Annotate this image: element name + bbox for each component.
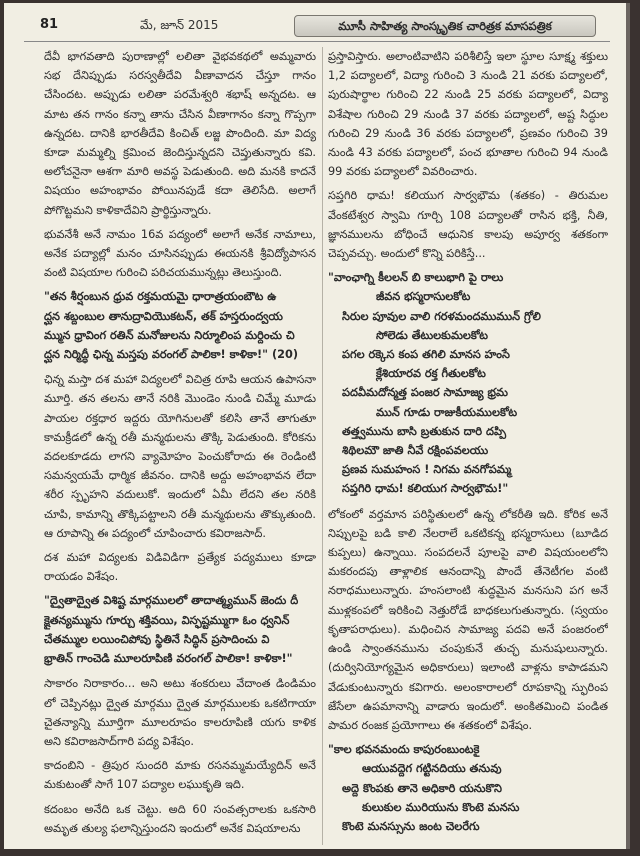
poem-line: శిథిలమౌ జాతి నీవే రక్షింపవలయు [342, 444, 489, 458]
poem-line: ప్రణవ సుమహంస ! నిగమ వనగోపమ్మ [342, 463, 512, 477]
header-rule [24, 41, 610, 42]
poem-quote [44, 591, 316, 668]
poem-line: మ్మున ధ్రావింగ రతిన్ మనోజులను నిర్మూలింప మర్దించు చి [44, 328, 295, 342]
page-number: 81 [40, 17, 59, 32]
paragraph: లోకంలో వర్తమాన పరిస్థితులలో ఉన్న లోకరీతి ఇది. కోరిక అనే నిప్పులపై బడి కాలి నేలరాలే ఒకటికన్న భస్మరాసులు (బూడిద కుప్పలు) ఉన్నాయి. సంపదలనే పూలపై వాలి విషయంలలోని మకరందపు తాళ్లాలిక ఆనందాన్ని పొందే తేనెటీగల వంటి నరాధములున్నారు. హంసలాంటి శుద్ధమైన మనసుని పగ అనే ముళ్లకంపలో ఇరికించి నెత్తురోడే బాధకలుగుతున్నారు. (స్వయం కృతాపరాధులు). మధించిన సామాజ్య పదవి అనే పంజరంలో ఉండి స్వాంతనమును చంపుకునే తుచ్ఛ మనుషులున్నారు. (దుర్వినియోగ్యమైన అధికారులు) ఇలాంటి వాళ్లను కాపాడమని వేడుకుంటున్నారు కవిగారు. అలంకారాలలో రూపకాన్ని స్ఫురింప జేసేలా ఉపమానాన్ని వాడారు ఇందులో. అంకితమించి పండిత పామర రంజక ప్రయోగాలు ఈ శతకంలో విశేషం. [328, 507, 608, 732]
poem-line: "తన శీర్షంబున ధ్రువ రక్తమయమై ధారాత్రయంబౌట ఉ [44, 290, 277, 304]
poem-line: కులుకుల మురియును కొంటె మనసు [362, 800, 520, 814]
poem-line: అద్దె కొంపకు తానె అధికారి యనుకొని [342, 781, 502, 795]
paragraph: సాకారం నిరాకారం... అని అటు శంకరులు వేదాంత డిండిమం లో చెప్పినట్లు ద్వైత మార్గము ద్వైత మార్గములకు ఒకటిగాయా చైతన్యాన్ని మూర్తిగా మూలరూపం కాలరూపిణి యగు కాళిక అని కవిరాజసాద్‌గారి పద్య విశేషం. [44, 677, 316, 748]
poem-line: మున్ గూడు రాజుకీయములకోట [376, 405, 518, 419]
verse-number: (20) [271, 348, 299, 362]
poem-line: భ్రాతిన్ గాంచెడి మూలరూపిణి వరంగల్ పాలికా! కాళికా!" [44, 652, 293, 666]
issue-date: మే, జూన్ 2015 [140, 18, 219, 32]
poem-line: "ద్వైతాద్వైత విశిష్ట మార్గములలో తాదాత్మ్యమున్ జెందు దీ [44, 594, 299, 608]
poem-line: కొంటె మనస్సును జంట చెలరేగు [342, 819, 480, 833]
poem-line: క్షైతన్యమ్మును గూర్చు శక్తివయి, విస్ఫష్టమ్ముగా ఓం ధ్వనిన్ [44, 613, 290, 627]
poem-verse [328, 268, 608, 498]
paragraph: భువనేశీ అనే నామం 16వ పద్యంలో అలాగే అనేక నామాలు, అనేక పద్యాల్లో మనం చూసినప్పుడు ఈయనకి శ్రీవిద్యోపాసన వంటి విషయాల గురించి పరిచయమున్నట్లు తెలుస్తుంది. [44, 227, 316, 280]
poem-line: సప్తగిరి ధామ! కలియుగ సార్వభౌమ!" [342, 482, 509, 496]
poem-line: "కాల భవనమందు కాపురంబుంటకై [328, 743, 480, 757]
poem-line: జీవన భస్మరాసులకోట [376, 290, 471, 304]
poem-line: ద్ఘన నిర్మిద్ధీ ఛిన్న మస్తపు వరంగల్ పాలికా! కాళికా!" (20) [44, 348, 299, 362]
poem-line: "వాంఛాగ్ని కీలలన్ బి కాలుభాగి పై రాలు [328, 271, 504, 285]
poem-verse [328, 740, 608, 836]
poem-line: పగల రక్కెస కంప తగిలి మానస హంసే [342, 348, 510, 362]
paragraph: ఛిన్న మస్తా దశ మహా విద్యలలో విచిత్ర రూపి ఆయన ఉపాసనా మూర్తి. తన తలను తానే నరికి మొండెం నుండి చిమ్మే మూడు పాయల రక్తధార ఇద్దరు యోగినులతో కలిసి తానే తాగుతూ కామక్రీడలో ఉన్న రతీ మన్మథులను తొక్కి పెడుతుంది. కోరికను వదలకూడదు లాగని వ్యామోహం పెంచుకోరాదు ఈ రెండింటి సమన్వయమే ధార్మిక జీవనం. దానికి అద్దు అహంభావన లేదా శరీర స్పృహని వదులుకో. ఇందులో ఏమీ లేదని తల నరికి చూపి, కామాన్ని తొక్కిపట్టాలని రతీ మన్మథులను తొక్కుతుంది. ఆ రూపాన్ని ఈ పద్యంలో చూపించారు కవిరాజసాద్. [44, 373, 316, 540]
paragraph: దశ మహా విద్యలకు విడివిడిగా ప్రత్యేక పద్యములు కూడా రాయడం విశేషం. [44, 551, 316, 584]
poem-quote [44, 287, 316, 364]
left-column [44, 47, 316, 845]
poem-line: తత్త్వమును బాసి బ్రతుకున దారి దప్పి [342, 424, 507, 438]
poem-line: పదవీమదోన్మత్త పంజర సామాజ్య భ్రమ [342, 386, 508, 400]
paragraph: సప్తగిరి ధామ! కలియుగ సార్వభౌమ (శతకం) - తిరుమల వేంకటేశ్వర స్వామి గూర్చి 108 పద్యాలతో రాసిన భక్తి, నీతి, జ్ఞానములను బోధించే ఆధునిక కాలపు అపూర్వ శతకంగా చెప్పవచ్చు. అందులో కొన్ని పరికిస్తే... [328, 189, 608, 261]
poem-line: క్లేశియారవ రక్త గీతులకోట [376, 367, 486, 381]
magazine-title-banner: మూసీ సాహిత్య సాంస్కృతిక చారిత్రక మాసపత్రిక [294, 15, 596, 37]
poem-line: సోలెడు తేటులకుమలకోట [376, 328, 488, 342]
page-header [18, 15, 610, 41]
paragraph: కదంబం అనేది ఒక చెట్టు. అది 60 సంవత్సరాలకు ఒకసారి అమృత తుల్య ఫలాన్నిస్తుందని ఇందులో అనేక విషయాలను [44, 802, 316, 835]
paragraph: కాదంబిని - త్రిపుర సుందరి మాకు రసనమ్మమయ్యేదిన్ అనే మకుటంతో సాగే 107 పద్యాల లఘుకృతి ఇది. [44, 759, 316, 792]
right-column [328, 47, 608, 845]
paragraph: ప్రస్తావిస్తారు. అలాంటివాటిని పరిశీలిస్తే ఇలా స్థూల సూక్ష్మ శక్తులు 1,2 పద్యాలలో, విద్యా గురించి 3 నుండి 21 వరకు పద్యాలలో, పురుషార్థాల గురించి 22 నుండి 25 వరకు పద్యాలలో, విద్యా విశేషాల గురించి 29 నుండి 37 వరకు పద్యాలలో, అష్ట సిద్ధుల గురించి 29 నుండి 36 వరకు పద్యాలలో, ప్రణవం గురించి 39 నుండి 43 వరకు పద్యాలలో, పంచ భూతాల గురించి 94 నుండి 99 వరకు పద్యాలలో వివరించారు. [328, 50, 608, 179]
poem-line: ఆయువద్దెగ గట్టినదియు తనువు [362, 762, 502, 776]
column-divider [322, 47, 323, 845]
paragraph: దేవీ భాగవతాది పురాణాల్లో లలితా వైభవకథలో అమ్మవారు సభ దేనిప్పుడు సరస్వతీదేవి వీణావాదన చేస్తూ గానం చేసిందట. అప్పుడు లలితా పరమేశ్వరి శభాష్ అన్నదట. ఆ మాట తన గానం కన్నా తాను చేసిన వీణాగానం కన్నా గొప్పగా ఉన్నదట. దానికి భారతీదేవి కించిత్ లజ్జ పొందింది. మా విద్య కూడా మమ్మల్ని క్రమించ జెందిస్తున్నదని చెప్తుతున్నారు కవి. అలోచనైనా ఆశగా మారి అవస్థ పెడుతుంది. అది మనకి కాదనే విషయం అహంభావం పోయినపుడే కదా తెలిసేది. అలాగే పోగొట్టమని కాళికాదేవిని ప్రార్థిస్తున్నారు. [44, 50, 316, 217]
poem-line: సిరుల పూవుల వాలి గరళమందముమున్ గ్రోలి [342, 309, 541, 323]
poem-line: ద్ఘన శబ్దంబుల తానుద్రావియొకటన్, తక్ హస్తరుంద్వయ [44, 309, 283, 323]
poem-line: చేతమ్ముల లయించిపోవు స్థితినే సిద్ధిన్ ప్రసాదించు వి [44, 632, 270, 646]
magazine-page [4, 3, 626, 849]
